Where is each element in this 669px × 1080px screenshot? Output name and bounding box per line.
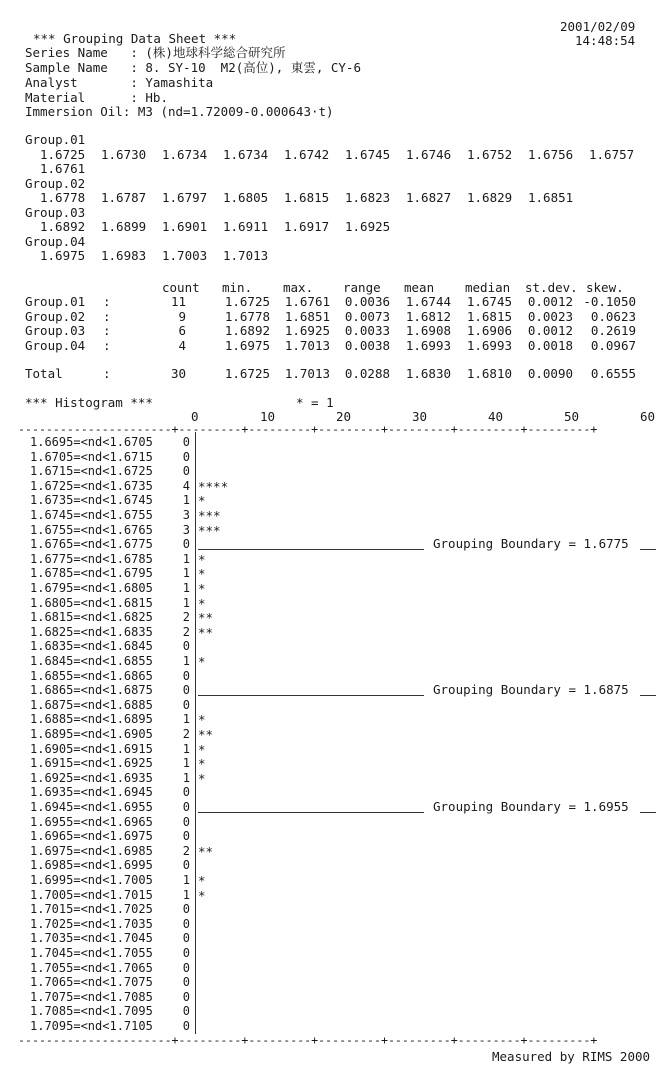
stats-header: st.dev. xyxy=(525,280,578,295)
bin-range-label: 1.6915=<nd<1.6925 xyxy=(30,756,153,771)
bin-count: 1 xyxy=(182,741,190,756)
group-value: 1.6746 xyxy=(406,146,452,162)
bin-count: 1 xyxy=(182,581,190,595)
group-value: 1.6725 xyxy=(40,146,86,162)
group-value: 1.6829 xyxy=(467,190,513,205)
bin-count: 2 xyxy=(182,843,190,858)
bin-range-label: 1.6855=<nd<1.6865 xyxy=(30,668,153,683)
stats-cell: 0.0033 xyxy=(344,323,390,338)
stats-row-separator: : xyxy=(103,366,111,381)
stats-row-separator: : xyxy=(103,294,111,309)
group-value: 1.6756 xyxy=(528,146,574,162)
bin-count: 0 xyxy=(182,916,190,931)
bin-range-label: 1.6765=<nd<1.6775 xyxy=(30,537,153,552)
bin-count: 0 xyxy=(182,639,190,654)
bin-count: 0 xyxy=(182,946,190,960)
bin-range-label: 1.7055=<nd<1.7065 xyxy=(30,960,153,975)
stats-row-separator: : xyxy=(103,309,111,324)
histogram-scale-note: * = 1 xyxy=(296,395,334,410)
bin-count: 1 xyxy=(182,756,190,771)
bin-bar: * xyxy=(198,712,206,728)
bin-range-label: 1.7095=<nd<1.7105 xyxy=(30,1019,153,1033)
bin-range-label: 1.6935=<nd<1.6945 xyxy=(30,785,153,800)
group-label: Group.01 xyxy=(25,132,86,147)
bin-count: 2 xyxy=(182,610,190,625)
stats-header: min. xyxy=(222,280,253,295)
histogram-axis-line xyxy=(195,432,196,1034)
group-value: 1.7003 xyxy=(162,248,208,263)
bin-range-label: 1.6985=<nd<1.6995 xyxy=(30,858,153,873)
stats-cell: 1.6761 xyxy=(284,294,330,309)
stats-row-label: Total xyxy=(25,366,63,381)
bin-range-label: 1.6945=<nd<1.6955 xyxy=(30,800,153,814)
stats-cell: 1.6810 xyxy=(466,366,512,381)
bin-count: 1 xyxy=(182,887,190,902)
stats-cell: 1.7013 xyxy=(284,338,330,353)
bin-count: 4 xyxy=(182,478,190,493)
bin-count: 0 xyxy=(182,1019,190,1033)
bin-bar: * xyxy=(198,756,206,772)
group-label: Group.04 xyxy=(25,233,86,249)
stats-row-separator: : xyxy=(103,323,111,338)
bin-bar: * xyxy=(198,770,206,786)
stats-cell: 1.6906 xyxy=(466,323,512,338)
group-value: 1.6901 xyxy=(162,219,208,234)
stats-cell: 1.6892 xyxy=(224,323,270,338)
footer-measured-by: Measured by RIMS 2000 xyxy=(492,1049,651,1064)
histogram-title: *** Histogram *** xyxy=(25,395,153,410)
axis-tick-label: 50 xyxy=(564,409,580,424)
stats-cell: 6 xyxy=(178,323,186,338)
bin-bar: ** xyxy=(198,843,214,859)
bin-count: 0 xyxy=(182,1004,190,1019)
bin-count: 0 xyxy=(182,464,190,479)
stats-cell: 4 xyxy=(178,338,186,353)
stats-cell: 0.0038 xyxy=(344,338,390,353)
stats-cell: -0.1050 xyxy=(583,294,636,309)
stats-cell: 1.6725 xyxy=(224,294,270,309)
bin-range-label: 1.7045=<nd<1.7055 xyxy=(30,946,153,960)
bin-range-label: 1.6905=<nd<1.6915 xyxy=(30,741,153,756)
bin-bar: ** xyxy=(198,624,214,640)
group-value: 1.6823 xyxy=(345,190,391,205)
stats-cell: 1.6744 xyxy=(405,294,451,309)
bin-count: 2 xyxy=(182,727,190,741)
group-value: 1.6983 xyxy=(101,248,147,263)
bin-count: 0 xyxy=(182,975,190,990)
stats-cell: 1.6925 xyxy=(284,323,330,338)
stats-header: median xyxy=(465,280,511,295)
sample-name-line: Sample Name : 8. SY-10 M2(高位), 東雲, CY-6 xyxy=(25,60,361,75)
group-label: Group.02 xyxy=(25,175,86,191)
stats-cell: 1.6778 xyxy=(224,309,270,324)
stats-cell: 0.0967 xyxy=(590,338,636,353)
grouping-boundary-label: Grouping Boundary = 1.6775 xyxy=(433,536,629,552)
stats-cell: 9 xyxy=(178,309,186,324)
bin-range-label: 1.7075=<nd<1.7085 xyxy=(30,989,153,1004)
stats-cell: 0.0623 xyxy=(590,309,636,324)
bin-bar: * xyxy=(198,873,206,888)
group-value: 1.6827 xyxy=(406,190,452,205)
grouping-boundary-line-tail xyxy=(640,549,656,550)
group-value: 1.6917 xyxy=(284,219,330,234)
stats-header: range xyxy=(343,280,381,295)
bin-range-label: 1.7065=<nd<1.7075 xyxy=(30,975,153,990)
stats-cell: 0.0012 xyxy=(527,294,573,309)
grouping-boundary-line xyxy=(198,812,424,813)
bin-range-label: 1.6825=<nd<1.6835 xyxy=(30,624,153,639)
histogram-bottom-rule: ----------------------+---------+---------+---------+---------+---------+---------+ xyxy=(18,1033,598,1047)
axis-tick-label: 40 xyxy=(488,409,504,424)
stats-cell: 0.2619 xyxy=(590,323,636,338)
bin-count: 0 xyxy=(182,435,190,449)
group-value: 1.6851 xyxy=(528,190,574,205)
stats-row-label: Group.04 xyxy=(25,338,86,353)
stats-cell: 0.0288 xyxy=(344,366,390,381)
group-value: 1.6734 xyxy=(162,146,208,162)
bin-range-label: 1.6815=<nd<1.6825 xyxy=(30,610,153,625)
bin-count: 1 xyxy=(182,654,190,668)
bin-count: 0 xyxy=(182,683,190,698)
stats-cell: 1.6812 xyxy=(405,309,451,324)
group-value: 1.6805 xyxy=(223,190,269,205)
axis-tick-label: 0 xyxy=(191,409,199,424)
bin-bar: ** xyxy=(198,727,214,742)
bin-range-label: 1.6995=<nd<1.7005 xyxy=(30,873,153,887)
series-name-line: Series Name : (株)地球科学総合研究所 xyxy=(25,45,286,60)
bin-range-label: 1.6955=<nd<1.6965 xyxy=(30,814,153,829)
group-value: 1.6797 xyxy=(162,190,208,205)
bin-range-label: 1.6735=<nd<1.6745 xyxy=(30,493,153,508)
group-value: 1.7013 xyxy=(223,248,269,263)
group-value: 1.6730 xyxy=(101,146,147,162)
group-value: 1.6911 xyxy=(223,219,269,234)
group-value: 1.6975 xyxy=(40,248,86,263)
bin-range-label: 1.6845=<nd<1.6855 xyxy=(30,654,153,668)
bin-count: 0 xyxy=(182,931,190,946)
bin-range-label: 1.6705=<nd<1.6715 xyxy=(30,449,153,464)
bin-count: 0 xyxy=(182,902,190,917)
grouping-boundary-line-tail xyxy=(640,812,656,813)
bin-bar: * xyxy=(198,654,206,669)
bin-range-label: 1.6865=<nd<1.6875 xyxy=(30,683,153,698)
stats-cell: 1.7013 xyxy=(284,366,330,381)
grouping-boundary-label: Grouping Boundary = 1.6875 xyxy=(433,682,629,698)
group-value: 1.6892 xyxy=(40,219,86,234)
bin-count: 1 xyxy=(182,712,190,727)
axis-tick-label: 60 xyxy=(640,409,656,424)
bin-bar: ** xyxy=(198,610,214,626)
bin-range-label: 1.6795=<nd<1.6805 xyxy=(30,581,153,595)
histogram-top-rule: ----------------------+---------+---------+---------+---------+---------+---------+ xyxy=(18,422,598,436)
bin-bar: * xyxy=(198,493,206,509)
group-label: Group.03 xyxy=(25,204,86,220)
bin-count: 0 xyxy=(182,697,190,712)
bin-bar: * xyxy=(198,887,206,903)
axis-tick-label: 20 xyxy=(336,409,352,424)
stats-row-label: Group.03 xyxy=(25,323,86,338)
stats-cell: 0.0073 xyxy=(344,309,390,324)
stats-row-label: Group.01 xyxy=(25,294,86,309)
stats-cell: 0.0012 xyxy=(527,323,573,338)
group-value: 1.6742 xyxy=(284,146,330,162)
bin-bar: * xyxy=(198,595,206,611)
stats-cell: 0.0018 xyxy=(527,338,573,353)
stats-cell: 1.6745 xyxy=(466,294,512,309)
group-value: 1.6734 xyxy=(223,146,269,162)
bin-range-label: 1.6975=<nd<1.6985 xyxy=(30,843,153,858)
bin-count: 1 xyxy=(182,551,190,566)
report-time: 14:48:54 xyxy=(575,33,636,48)
stats-cell: 30 xyxy=(170,366,186,381)
bin-range-label: 1.6875=<nd<1.6885 xyxy=(30,697,153,712)
bin-count: 0 xyxy=(182,829,190,844)
stats-cell: 1.6725 xyxy=(224,366,270,381)
stats-row-label: Group.02 xyxy=(25,309,86,324)
grouping-boundary-line xyxy=(198,695,424,696)
stats-header: count xyxy=(162,280,200,295)
bin-range-label: 1.6835=<nd<1.6845 xyxy=(30,639,153,654)
stats-header: mean xyxy=(404,280,435,295)
bin-range-label: 1.6895=<nd<1.6905 xyxy=(30,727,153,741)
bin-range-label: 1.6805=<nd<1.6815 xyxy=(30,595,153,610)
stats-row-separator: : xyxy=(103,338,111,353)
bin-range-label: 1.7005=<nd<1.7015 xyxy=(30,887,153,902)
bin-count: 3 xyxy=(182,522,190,537)
bin-range-label: 1.7025=<nd<1.7035 xyxy=(30,916,153,931)
stats-cell: 1.6851 xyxy=(284,309,330,324)
group-value: 1.6925 xyxy=(345,219,391,234)
analyst-line: Analyst : Yamashita xyxy=(25,75,214,90)
bin-bar: * xyxy=(198,581,206,596)
stats-cell: 1.6993 xyxy=(466,338,512,353)
stats-cell: 0.0036 xyxy=(344,294,390,309)
stats-cell: 1.6975 xyxy=(224,338,270,353)
bin-range-label: 1.6725=<nd<1.6735 xyxy=(30,478,153,493)
group-value: 1.6778 xyxy=(40,190,86,205)
grouping-boundary-label: Grouping Boundary = 1.6955 xyxy=(433,799,629,814)
bin-range-label: 1.6755=<nd<1.6765 xyxy=(30,522,153,537)
stats-header: max. xyxy=(283,280,314,295)
bin-count: 0 xyxy=(182,960,190,975)
bin-count: 0 xyxy=(182,449,190,464)
bin-count: 1 xyxy=(182,770,190,785)
immersion-oil-line: Immersion Oil: M3 (nd=1.72009-0.000643·t) xyxy=(25,104,334,119)
bin-bar: * xyxy=(198,741,206,757)
bin-count: 0 xyxy=(182,668,190,683)
bin-count: 1 xyxy=(182,493,190,508)
bin-count: 2 xyxy=(182,624,190,639)
bin-count: 0 xyxy=(182,785,190,800)
stats-cell: 1.6815 xyxy=(466,309,512,324)
group-value: 1.6815 xyxy=(284,190,330,205)
bin-range-label: 1.6695=<nd<1.6705 xyxy=(30,435,153,449)
stats-header: skew. xyxy=(586,280,624,295)
bin-range-label: 1.6925=<nd<1.6935 xyxy=(30,770,153,785)
bin-bar: * xyxy=(198,566,206,582)
stats-cell: 1.6908 xyxy=(405,323,451,338)
axis-tick-label: 10 xyxy=(260,409,276,424)
bin-range-label: 1.7035=<nd<1.7045 xyxy=(30,931,153,946)
stats-cell: 0.6555 xyxy=(590,366,636,381)
bin-count: 0 xyxy=(182,814,190,829)
grouping-boundary-line xyxy=(198,549,424,550)
bin-range-label: 1.6885=<nd<1.6895 xyxy=(30,712,153,727)
group-value: 1.6899 xyxy=(101,219,147,234)
bin-count: 1 xyxy=(182,566,190,581)
bin-count: 3 xyxy=(182,508,190,522)
stats-cell: 0.0090 xyxy=(527,366,573,381)
grouping-boundary-line-tail xyxy=(640,695,656,696)
stats-cell: 1.6830 xyxy=(405,366,451,381)
stats-cell: 11 xyxy=(170,294,186,309)
bin-count: 0 xyxy=(182,537,190,552)
bin-count: 0 xyxy=(182,858,190,873)
report-date: 2001/02/09 xyxy=(560,19,636,34)
bin-range-label: 1.6715=<nd<1.6725 xyxy=(30,464,153,479)
bin-range-label: 1.6785=<nd<1.6795 xyxy=(30,566,153,581)
group-value: 1.6745 xyxy=(345,146,391,162)
bin-count: 0 xyxy=(182,989,190,1004)
group-value: 1.6757 xyxy=(589,146,635,162)
bin-range-label: 1.6775=<nd<1.6785 xyxy=(30,551,153,566)
bin-bar: *** xyxy=(198,522,221,538)
bin-count: 0 xyxy=(182,800,190,814)
bin-range-label: 1.6745=<nd<1.6755 xyxy=(30,508,153,522)
bin-range-label: 1.7015=<nd<1.7025 xyxy=(30,902,153,917)
stats-cell: 1.6993 xyxy=(405,338,451,353)
stats-cell: 0.0023 xyxy=(527,309,573,324)
sheet-title: *** Grouping Data Sheet *** xyxy=(33,31,237,46)
group-value: 1.6761 xyxy=(40,161,86,176)
material-line: Material : Hb. xyxy=(25,90,168,105)
bin-bar: **** xyxy=(198,478,229,494)
group-value: 1.6787 xyxy=(101,190,147,205)
bin-range-label: 1.6965=<nd<1.6975 xyxy=(30,829,153,844)
bin-bar: *** xyxy=(198,508,221,523)
group-value: 1.6752 xyxy=(467,146,513,162)
bin-count: 1 xyxy=(182,873,190,887)
bin-bar: * xyxy=(198,551,206,567)
bin-count: 1 xyxy=(182,595,190,610)
bin-range-label: 1.7085=<nd<1.7095 xyxy=(30,1004,153,1019)
axis-tick-label: 30 xyxy=(412,409,428,424)
